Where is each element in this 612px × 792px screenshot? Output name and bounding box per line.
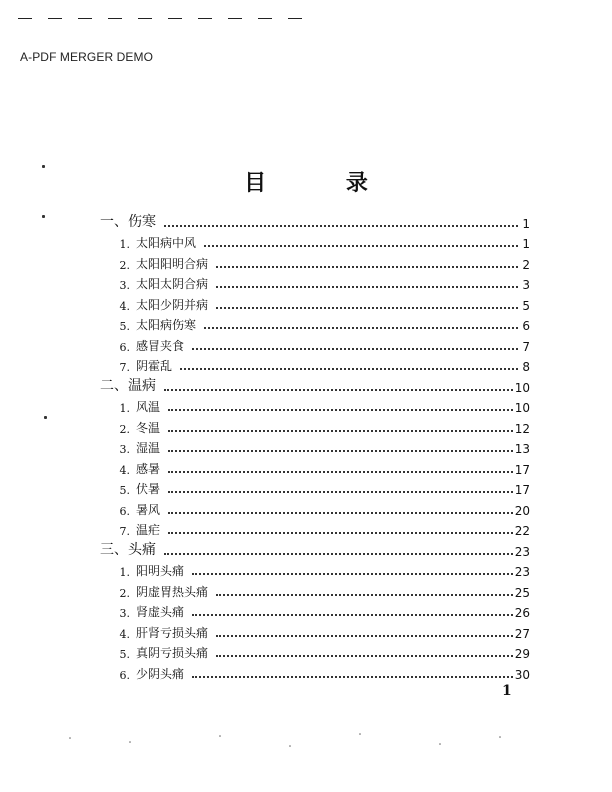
- toc-item-number: 1.: [119, 566, 130, 579]
- dot-leader: [164, 225, 518, 227]
- dot-leader: [168, 532, 513, 534]
- toc-page-number: 30: [514, 667, 530, 682]
- toc-item-row: [100, 272, 530, 293]
- toc-item-number: 3.: [119, 279, 130, 292]
- toc-item-label: 阴霍乱: [136, 359, 173, 373]
- dot-leader: [204, 327, 518, 329]
- toc-item-label: 少阴头痛: [136, 666, 185, 681]
- toc-item-number: 2.: [119, 258, 130, 272]
- toc-item-number: 5.: [119, 484, 130, 497]
- toc-item-label: 伏暑: [136, 482, 161, 496]
- toc-section-row: [100, 374, 530, 395]
- dot-leader: [216, 266, 518, 268]
- toc-item-number: 6.: [119, 668, 130, 682]
- dot-leader: [192, 676, 513, 678]
- toc-page-number: 10: [514, 380, 530, 395]
- toc-item-label: 肝肾亏损头痛: [136, 625, 209, 640]
- table-of-contents: [100, 210, 530, 682]
- toc-section-row: [100, 538, 530, 559]
- dot-leader: [164, 553, 513, 555]
- page-title: 目 录: [244, 170, 404, 196]
- dot-leader: [216, 635, 513, 637]
- toc-item-number: 4.: [119, 463, 130, 477]
- toc-item-number: 7.: [119, 361, 130, 374]
- toc-item-row: [100, 354, 530, 375]
- scan-dash-line: [18, 12, 308, 20]
- toc-item-row: [100, 477, 530, 498]
- toc-page-number: 17: [514, 462, 530, 477]
- toc-page-number: 26: [514, 606, 530, 620]
- toc-item-row: [100, 518, 530, 539]
- toc-item-label: 阳明头痛: [136, 564, 185, 578]
- toc-item-label: 湿温: [136, 441, 161, 455]
- dot-leader: [216, 594, 513, 596]
- toc-item-label: 感暑: [136, 461, 161, 476]
- toc-item-label: 太阳病中风: [136, 236, 197, 250]
- toc-item-row: [100, 456, 530, 477]
- dot-leader: [216, 286, 518, 288]
- dot-leader: [168, 450, 513, 452]
- dot-leader: [168, 512, 513, 514]
- toc-item-number: 2.: [119, 422, 130, 436]
- scan-speck: [42, 215, 45, 218]
- toc-item-label: 太阳少阴并病: [136, 297, 209, 312]
- toc-item-number: 6.: [119, 504, 130, 518]
- toc-item-label: 太阳太阴合病: [136, 277, 209, 291]
- toc-page-number: 23: [514, 544, 530, 559]
- toc-page-number: 1: [522, 216, 530, 231]
- dot-leader: [204, 245, 518, 247]
- page-number: 1: [502, 683, 512, 699]
- toc-page-number: 25: [514, 585, 530, 600]
- toc-item-label: 暑风: [136, 502, 161, 517]
- toc-page-number: 10: [514, 401, 530, 415]
- toc-item-label: 太阳阳明合病: [136, 256, 209, 271]
- toc-item-number: 2.: [119, 586, 130, 600]
- dot-leader: [168, 430, 513, 432]
- toc-page-number: 17: [514, 483, 530, 497]
- dot-leader: [180, 368, 518, 370]
- toc-page-number: 22: [514, 524, 530, 538]
- toc-item-row: [100, 231, 530, 252]
- toc-page-number: 13: [514, 442, 530, 456]
- toc-item-label: 肾虚头痛: [136, 605, 185, 619]
- toc-item-number: 3.: [119, 607, 130, 620]
- toc-item-row: [100, 333, 530, 354]
- toc-item-number: 5.: [119, 320, 130, 333]
- scan-speck: [44, 416, 47, 419]
- toc-item-label: 阴虚胃热头痛: [136, 584, 209, 599]
- toc-page-number: 3: [522, 278, 530, 292]
- toc-item-row: [100, 251, 530, 272]
- toc-item-row: [100, 600, 530, 621]
- toc-section-label: 二、温病: [100, 377, 156, 394]
- toc-item-number: 1.: [119, 402, 130, 415]
- toc-page-number: 8: [522, 360, 530, 374]
- toc-page-number: 6: [522, 319, 530, 333]
- toc-page-number: 27: [514, 626, 530, 641]
- toc-item-number: 5.: [119, 648, 130, 661]
- dot-leader: [168, 471, 513, 473]
- toc-item-row: [100, 641, 530, 662]
- toc-item-label: 风温: [136, 400, 161, 414]
- toc-item-number: 4.: [119, 299, 130, 313]
- toc-page-number: 1: [522, 237, 530, 251]
- toc-item-row: [100, 497, 530, 518]
- toc-item-label: 真阴亏损头痛: [136, 646, 209, 660]
- toc-page-number: 12: [514, 421, 530, 436]
- toc-item-row: [100, 292, 530, 313]
- toc-page-number: 29: [514, 647, 530, 661]
- toc-item-row: [100, 661, 530, 682]
- toc-page-number: 2: [522, 257, 530, 272]
- toc-item-row: [100, 313, 530, 334]
- dot-leader: [168, 409, 513, 411]
- dot-leader: [192, 614, 513, 616]
- toc-item-row: [100, 415, 530, 436]
- toc-item-number: 3.: [119, 443, 130, 456]
- watermark-text: A-PDF MERGER DEMO: [20, 50, 154, 64]
- toc-item-number: 1.: [119, 238, 130, 251]
- toc-item-row: [100, 395, 530, 416]
- toc-item-number: 7.: [119, 525, 130, 538]
- toc-item-row: [100, 436, 530, 457]
- toc-item-number: 6.: [119, 340, 130, 354]
- toc-page-number: 20: [514, 503, 530, 518]
- toc-page-number: 7: [522, 339, 530, 354]
- dot-leader: [164, 389, 513, 391]
- scan-noise: [60, 728, 540, 758]
- toc-page-number: 5: [522, 298, 530, 313]
- toc-section-label: 三、头痛: [100, 541, 156, 558]
- toc-section-label: 一、伤寒: [100, 213, 156, 230]
- toc-item-row: [100, 579, 530, 600]
- toc-item-label: 感冒夹食: [136, 338, 185, 353]
- dot-leader: [168, 491, 513, 493]
- dot-leader: [216, 307, 518, 309]
- toc-page-number: 23: [514, 565, 530, 579]
- dot-leader: [216, 655, 513, 657]
- toc-item-label: 冬温: [136, 420, 161, 435]
- dot-leader: [192, 348, 518, 350]
- toc-section-row: [100, 210, 530, 231]
- toc-item-label: 温疟: [136, 523, 161, 537]
- toc-item-label: 太阳病伤寒: [136, 318, 197, 332]
- dot-leader: [192, 573, 513, 575]
- toc-item-row: [100, 559, 530, 580]
- toc-item-number: 4.: [119, 627, 130, 641]
- toc-item-row: [100, 620, 530, 641]
